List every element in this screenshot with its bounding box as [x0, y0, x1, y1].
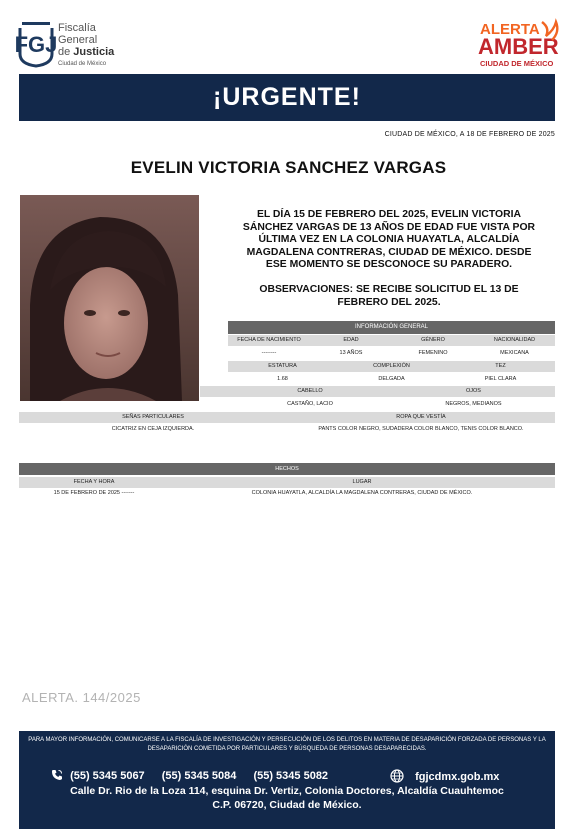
fgj-logo-icon — [14, 20, 58, 68]
contact-footer — [19, 731, 555, 829]
value-marks: CICATRIZ EN CEJA IZQUIERDA. — [111, 426, 195, 432]
value-height: 1.68 — [277, 376, 288, 382]
svg-text:FGJ: FGJ — [14, 32, 58, 57]
person-name: EVELIN VICTORIA SANCHEZ VARGAS — [130, 158, 447, 177]
value-eyes: NEGROS, MEDIANOS — [445, 401, 502, 407]
footer-website — [390, 769, 499, 783]
value-birth: -------- — [261, 350, 277, 356]
facts-title-bar: HECHOS — [19, 463, 555, 475]
description-text: EL DÍA 15 DE FEBRERO DEL 2025, EVELIN VICTORIA SÁNCHEZ VARGAS DE 13 AÑOS DE EDAD FUE VISTA POR ÚLTIMA VEZ EN LA COLONIA HUAYATLA, ALCALDÍA MAGDALENA CONTRERAS, CIUDAD DE MÉXICO. DESDE ESE MOMENTO SE DESCONOCE SU PARADERO. — [242, 209, 536, 270]
header-hair: CABELLO — [297, 388, 323, 394]
header-birth: FECHA DE NACIMIENTO — [237, 337, 301, 343]
header-marks: SEÑAS PARTICULARES — [122, 414, 184, 420]
header-eyes: OJOS — [466, 388, 481, 394]
header-height: ESTATURA — [268, 363, 297, 369]
header-place: LUGAR — [352, 479, 372, 485]
header-clothes: ROPA QUE VESTÍA — [396, 414, 446, 420]
amber-line-1: ALERTA — [480, 21, 540, 38]
value-place: COLONIA HUAYATLA, ALCALDÍA LA MAGDALENA CONTRERAS, CIUDAD DE MÉXICO. — [251, 490, 473, 496]
page-header — [0, 0, 577, 72]
website-link[interactable]: fgjcdmx.gob.mx — [415, 771, 500, 783]
phone-icon — [51, 769, 63, 781]
footer-note: PARA MAYOR INFORMACIÓN, COMUNICARSE A LA FISCALÍA DE INVESTIGACIÓN Y PERSECUCIÓN DE LOS DELITOS EN MATERIA DE DESAPARICIÓN FORZADA DE PERSONAS Y LA DESAPARICIÓN COMETIDA POR PARTICULARES Y BÚSQUEDA DE PERSONAS DESAPARECIDAS. — [28, 737, 546, 752]
address-line-2: C.P. 06720, Ciudad de México. — [212, 799, 362, 811]
org-line-2: General — [58, 34, 98, 46]
observations-text: OBSERVACIONES: SE RECIBE SOLICITUD EL 13 DE FEBRERO DEL 2025. — [259, 284, 519, 308]
date-line: CIUDAD DE MÉXICO, A 18 DE FEBRERO DE 2025 — [384, 131, 555, 138]
value-build: DELGADA — [378, 376, 405, 382]
urgent-banner: ¡URGENTE! — [19, 74, 555, 121]
phone-2[interactable]: (55) 5345 5084 — [161, 770, 237, 782]
header-datetime: FECHA Y HORA — [73, 479, 115, 485]
globe-icon — [390, 769, 404, 783]
phone-1[interactable]: (55) 5345 5067 — [70, 770, 145, 782]
value-skin: PIEL CLARA — [484, 376, 517, 382]
value-nationality: MEXICANA — [500, 350, 529, 356]
phone-3[interactable]: (55) 5345 5082 — [253, 770, 329, 782]
missing-person-photo — [20, 195, 199, 401]
header-build: COMPLEXIÓN — [373, 363, 410, 369]
amber-line-2: AMBER — [478, 34, 559, 59]
value-datetime: 15 DE FEBRERO DE 2025 ------- — [53, 490, 135, 496]
org-sub: Ciudad de México — [58, 61, 107, 67]
header-skin: TEZ — [495, 363, 506, 369]
header-age: EDAD — [343, 337, 359, 343]
header-nationality: NACIONALIDAD — [493, 337, 536, 343]
alerta-amber-logo — [476, 18, 560, 70]
value-age: 13 AÑOS — [339, 350, 363, 356]
photo-image — [20, 195, 199, 401]
alert-number: ALERTA. 144/2025 — [22, 690, 141, 705]
info-title-bar: INFORMACIÓN GENERAL — [228, 321, 555, 334]
address-line-1: Calle Dr. Rio de la Loza 114, esquina Dr. Vertiz, Colonia Doctores, Alcaldía Cuauhtemoc — [70, 785, 504, 797]
value-gender: FEMENINO — [418, 350, 448, 356]
value-clothes: PANTS COLOR NEGRO, SUDADERA COLOR BLANCO, TENIS COLOR BLANCO. — [318, 426, 524, 432]
org-line-3: de Justicia — [58, 46, 115, 58]
amber-line-3: CIUDAD DE MÉXICO — [480, 59, 554, 68]
fgj-wordmark — [58, 22, 114, 68]
value-hair: CASTAÑO, LACIO — [287, 401, 333, 407]
footer-address — [19, 784, 555, 812]
org-line-1: Fiscalía — [58, 22, 96, 34]
footer-phones — [51, 769, 342, 782]
header-gender: GÉNERO — [421, 337, 445, 343]
